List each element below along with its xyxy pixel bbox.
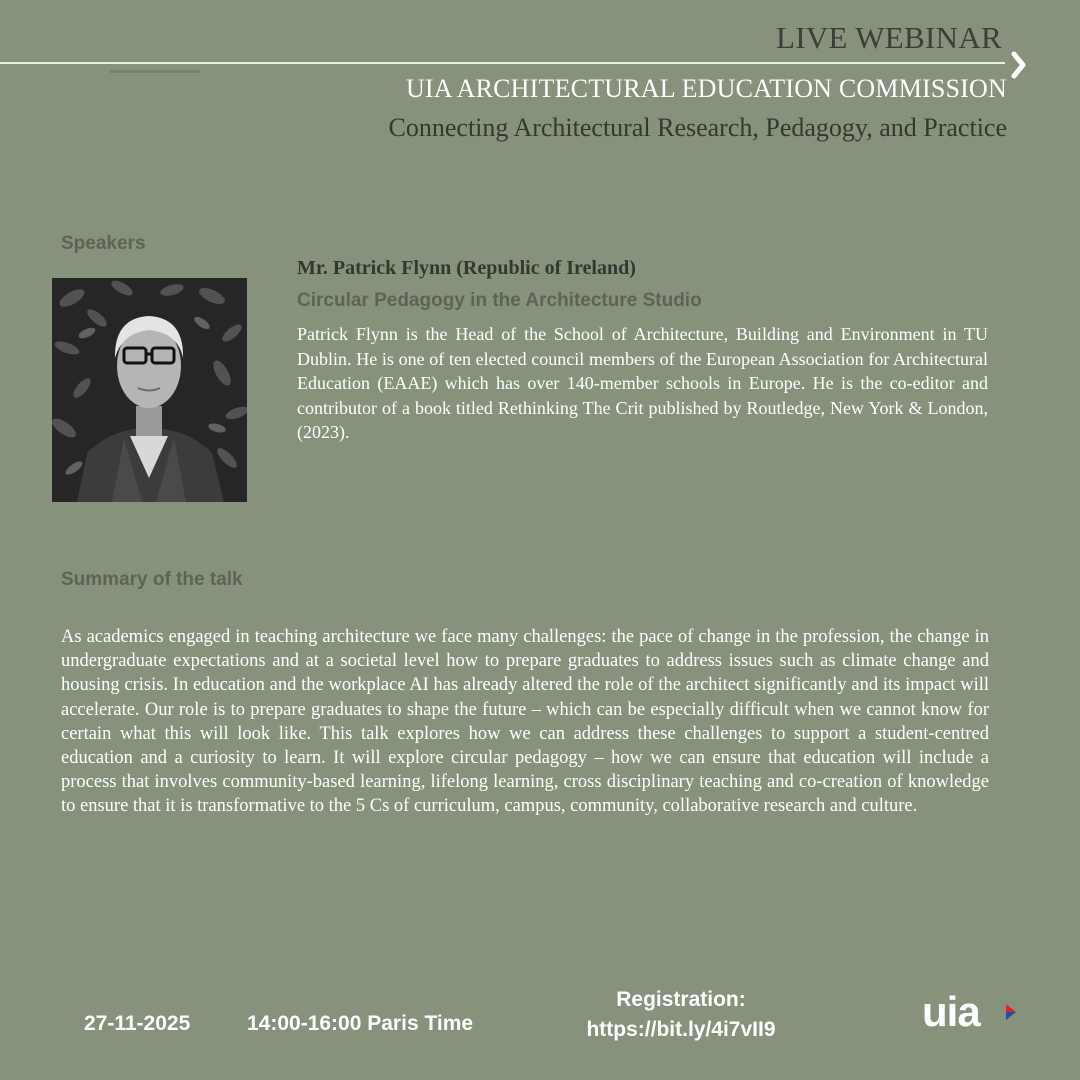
header-divider xyxy=(0,62,1005,64)
speaker-photo xyxy=(52,278,247,502)
speaker-bio: Patrick Flynn is the Head of the School of Architecture, Building and Environment in TU Dublin. He is one of ten elected council members of the European Association for Architectural Education (EAAE) which has over 140-member schools in Europe. He is the co-editor and contributor of a book titled Rethinking The Crit published by Routledge, New York & London, (2023). xyxy=(297,324,988,442)
event-date: 27-11-2025 xyxy=(84,1012,191,1035)
registration-link[interactable]: https://bit.ly/4i7vII9 xyxy=(586,1018,776,1041)
summary-heading: Summary of the talk xyxy=(61,569,243,590)
organization-title: UIA ARCHITECTURAL EDUCATION COMMISSION xyxy=(405,74,1007,103)
chevron-right-icon xyxy=(1011,50,1027,80)
header-divider-shadow xyxy=(110,70,200,73)
summary-text: As academics engaged in teaching architecture we face many challenges: the pace of change in the profession, the change in undergraduate expectations and at a societal level how to prepare graduates to address issues such as climate change and housing crisis. In education and the workplace AI has already altered the role of the architect significantly and its impact will accelerate. Our role is to prepare graduates to shape the future – which can be especially difficult when we cannot know for certain what this will look like. This talk explores how we can address these challenges to support a student-centred education and a curiosity to learn. It will explore circular pedagogy – how we can ensure that education will include a process that involves community-based learning, lifelong learning, cross disciplinary teaching and co-creation of knowledge to ensure that it is transformative to the 5 Cs of curriculum, campus, community, collaborative research and culture. xyxy=(61,627,989,817)
speaker-name: Mr. Patrick Flynn (Republic of Ireland) xyxy=(297,257,636,279)
uia-logo-text: uia xyxy=(922,992,980,1032)
registration-label: Registration: xyxy=(616,988,746,1011)
live-webinar-label: LIVE WEBINAR xyxy=(775,20,1002,55)
uia-logo xyxy=(920,992,1025,1032)
event-tagline: Connecting Architectural Research, Pedagogy, and Practice xyxy=(388,113,1007,142)
speakers-heading: Speakers xyxy=(61,233,146,254)
event-time: 14:00-16:00 Paris Time xyxy=(247,1012,474,1035)
talk-title: Circular Pedagogy in the Architecture Studio xyxy=(297,290,702,311)
